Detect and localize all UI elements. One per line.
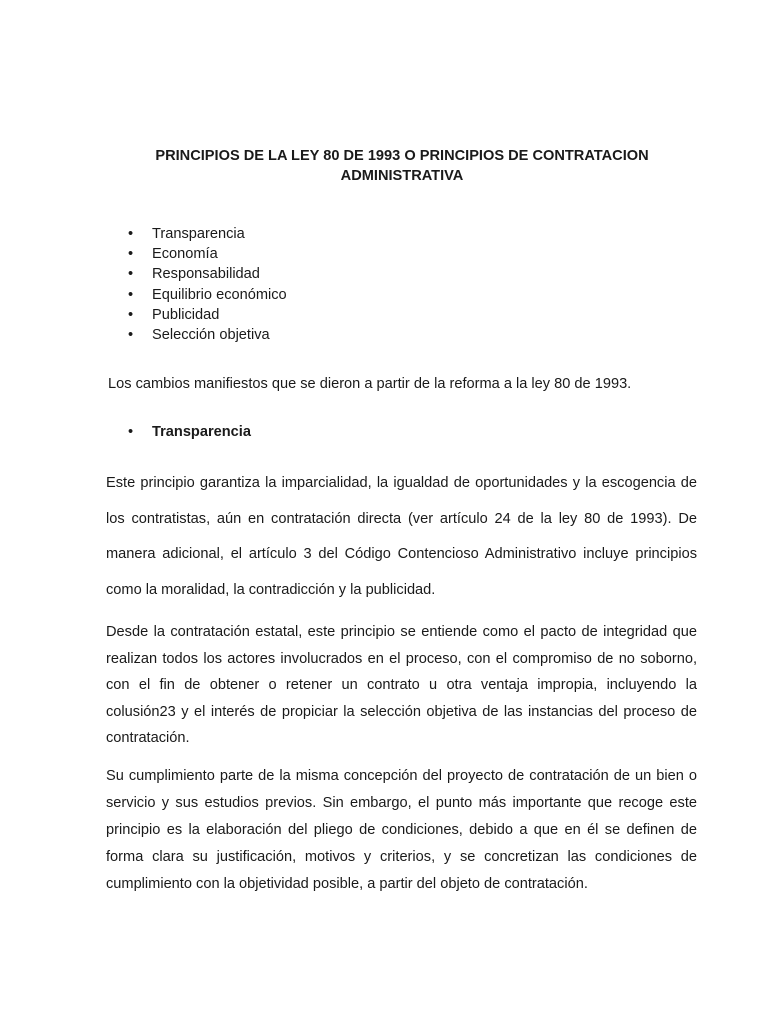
principle-item: • Transparencia — [128, 224, 287, 244]
section-heading-transparencia: • Transparencia — [128, 422, 251, 442]
intro-text: Los cambios manifiestos que se dieron a partir de la reforma a la ley 80 de 1993. — [108, 376, 632, 392]
document-title — [100, 146, 704, 186]
paragraph-3: Su cumplimiento parte de la misma concepción del proyecto de contratación de un bien o servicio y sus estudios previos. Sin embargo, el punto más importante que recoge este principio es la elaboración del pliego de condiciones, debido a que en él se definen de forma clara su justificación, motivos y criterios, y se concretizan las condiciones de cumplimiento con la objetividad posible, a partir del objeto de contratación. — [106, 768, 697, 892]
title-line-1: PRINCIPIOS DE LA LEY 80 DE 1993 O PRINCIPIOS DE CONTRATACION — [155, 148, 649, 164]
principle-item: • Responsabilidad — [128, 264, 287, 284]
paragraph-2: Desde la contratación estatal, este principio se entiende como el pacto de integridad que realizan todos los actores involucrados en el proceso, con el compromiso de no soborno, con el fin de obtener o retener un contrato u otra ventaja impropia, incluyendo la colusión23 y el interés de propiciar la selección objetiva de las instancias del proceso de contratación. — [106, 624, 697, 747]
principle-item: • Selección objetiva — [128, 325, 287, 345]
principle-item: • Publicidad — [128, 305, 287, 325]
title-line-2: ADMINISTRATIVA — [340, 168, 464, 184]
principle-item: • Equilibrio económico — [128, 285, 287, 305]
principles-list — [128, 224, 287, 345]
paragraph-1: Este principio garantiza la imparcialidad, la igualdad de oportunidades y la escogencia de los contratistas, aún en contratación directa (ver artículo 24 de la ley 80 de 1993). De manera adicional, el artículo 3 del Código Contencioso Administrativo incluye principios como la moralidad, la contradicción y la publicidad. — [106, 475, 697, 599]
principle-item: • Economía — [128, 244, 287, 264]
